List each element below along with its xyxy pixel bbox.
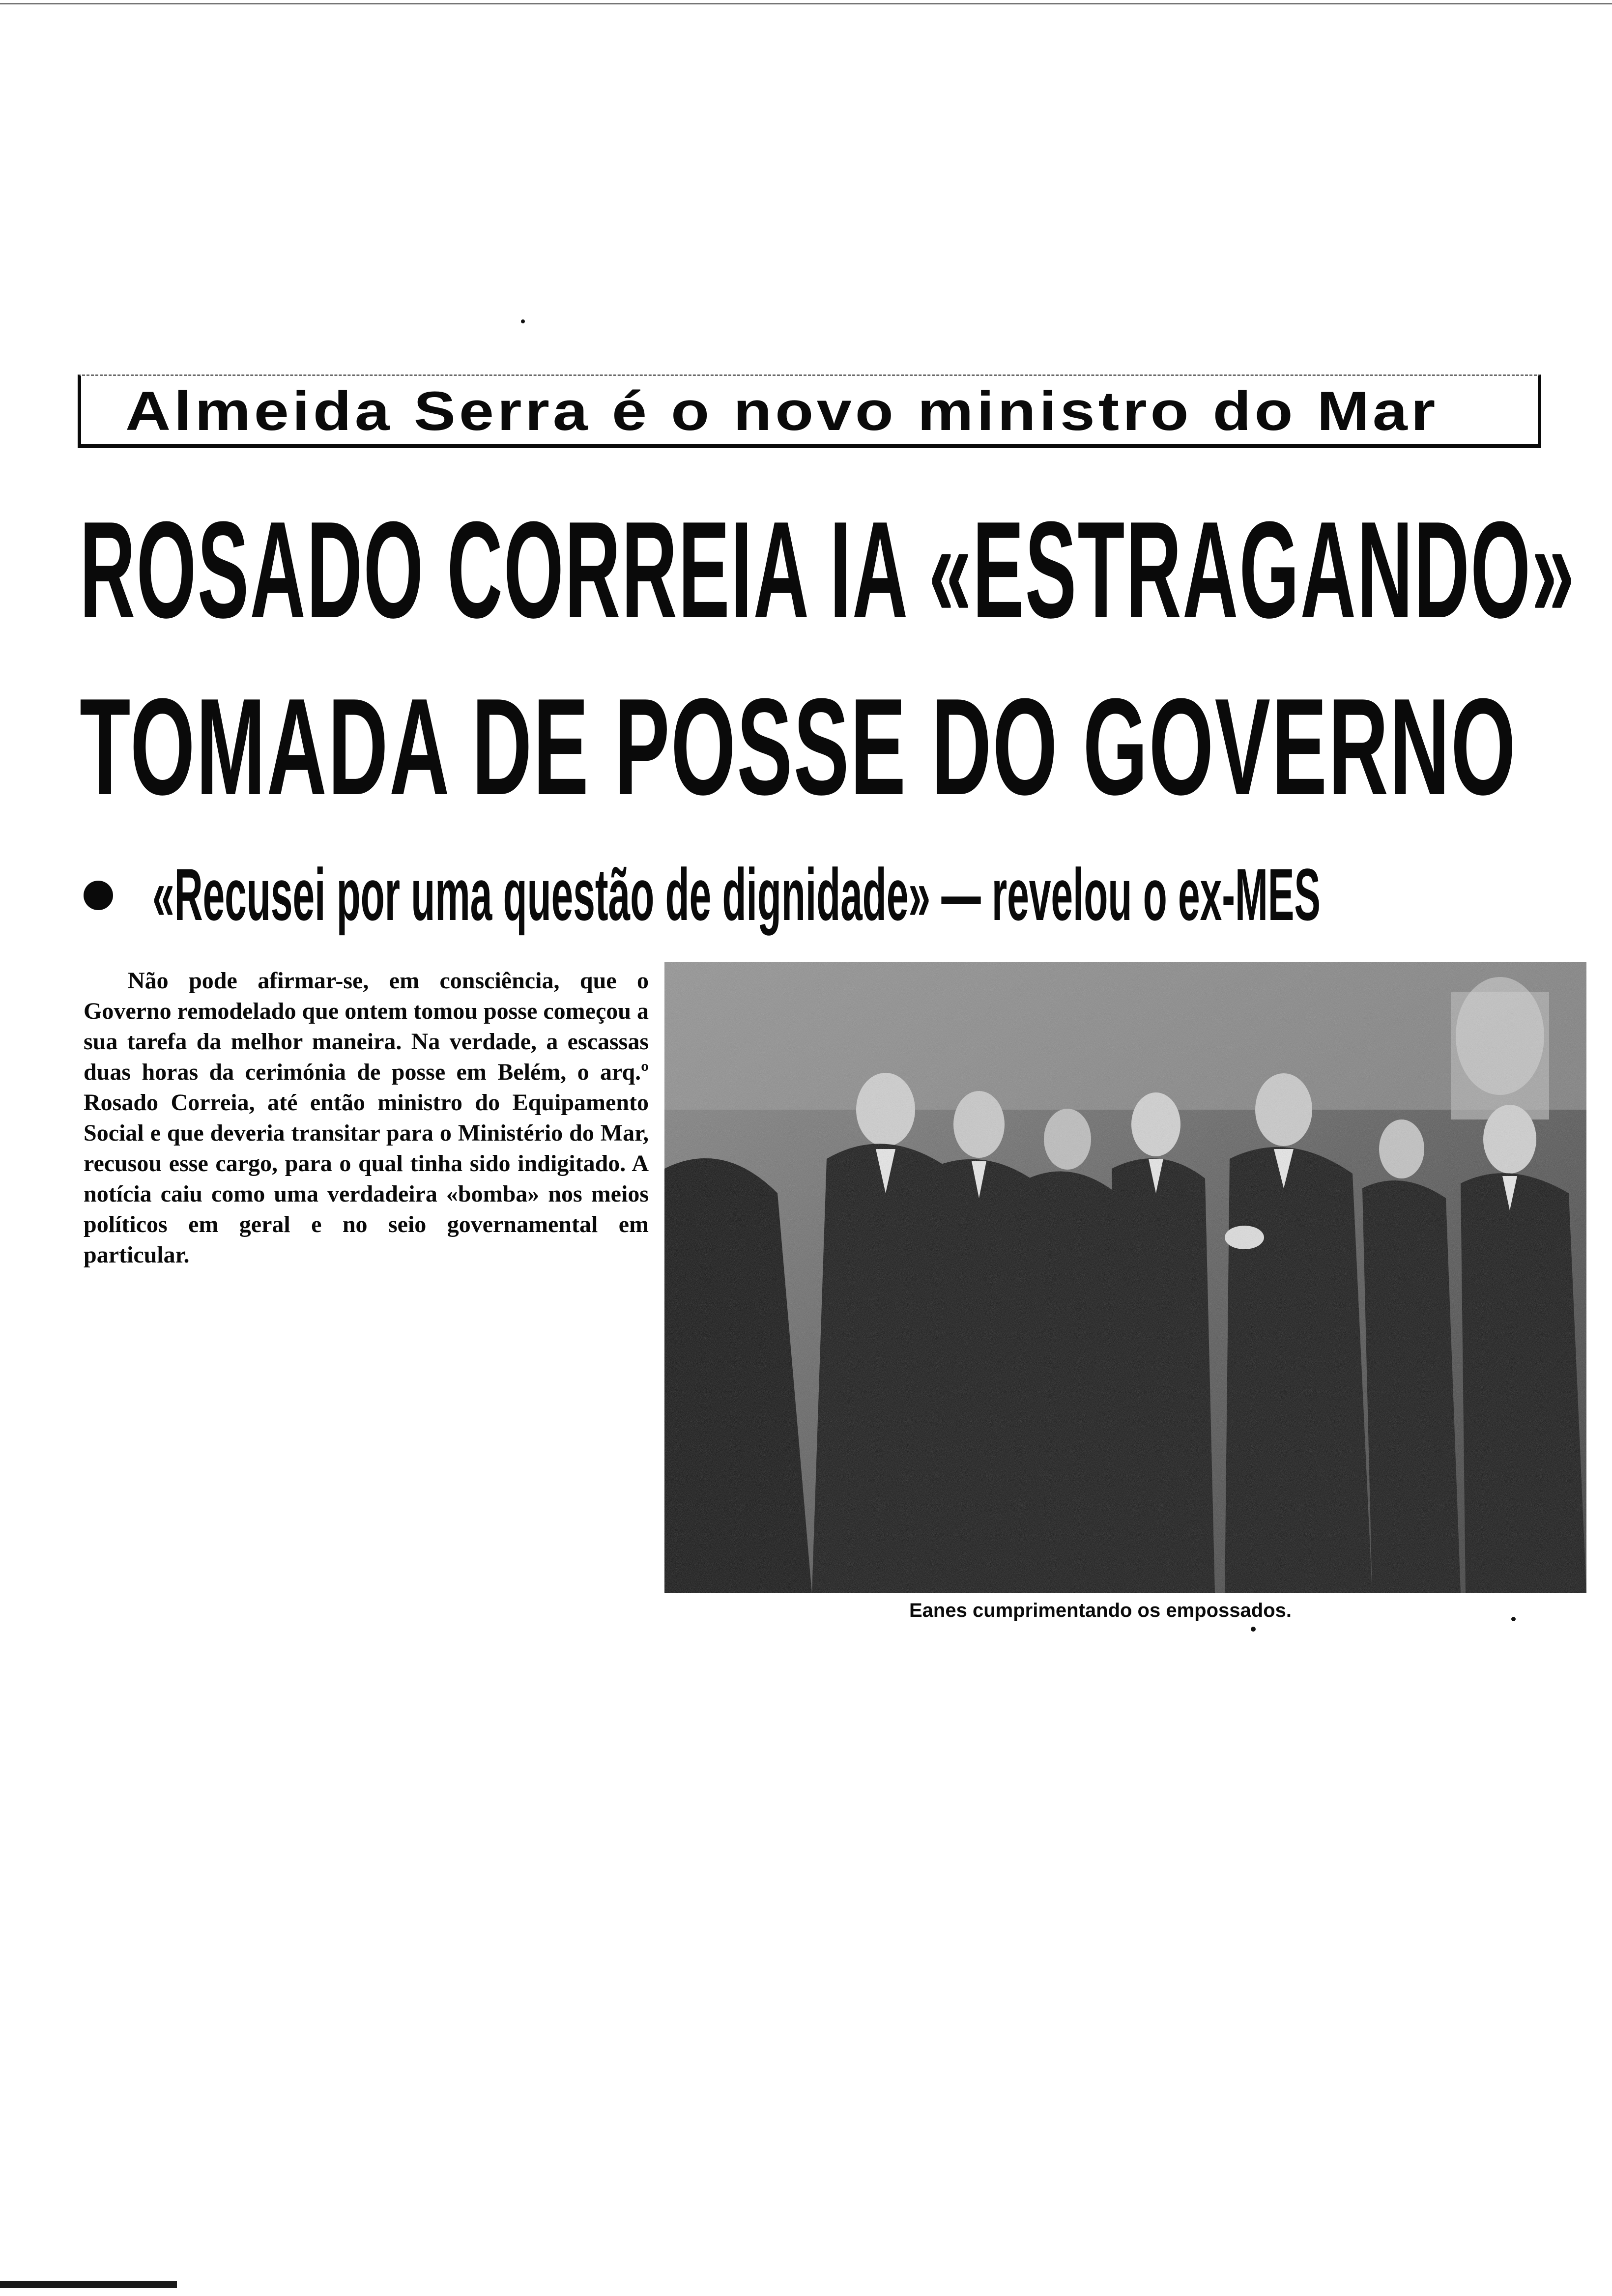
deck-text: «Recusei por uma questão de dignidade» — revelou o ex-MES: [152, 853, 1321, 936]
news-photo: [664, 962, 1586, 1593]
headline-line-1: ROSADO CORREIA IA «ESTRAGANDO»: [80, 493, 1576, 647]
kicker-box: [78, 374, 1541, 448]
deck: [74, 853, 1548, 936]
scan-speck: [1511, 1617, 1516, 1621]
kicker: Almeida Serra é o novo ministro do Mar: [125, 380, 1439, 442]
headline-line-2: TOMADA DE POSSE DO GOVERNO: [80, 670, 1517, 824]
article-body: Não pode afirmar-se, em consciência, que o Governo remodelado que ontem tomou posse começou a sua tarefa da melhor maneira. Na verdade, a escassas duas horas da cerimónia de posse em Belém, o arq.º Rosado Correia, até então ministro do Equipamento Social e que deveria transitar para o Ministério do Mar, recusou esse cargo, para o qual tinha sido indigitado. A notícia caiu como uma verdadeira «bomba» nos meios políticos em geral e no seio governamental em particular.: [84, 968, 649, 1268]
photo-caption: Eanes cumprimentando os empossados.: [909, 1600, 1292, 1621]
bottom-scan-mark: [0, 2281, 177, 2288]
scan-speck: [521, 319, 525, 323]
scan-speck: [1251, 1627, 1256, 1632]
top-scan-edge: [0, 3, 1612, 4]
bullet-icon: [84, 881, 113, 910]
photo-illustration: [664, 962, 1586, 1593]
